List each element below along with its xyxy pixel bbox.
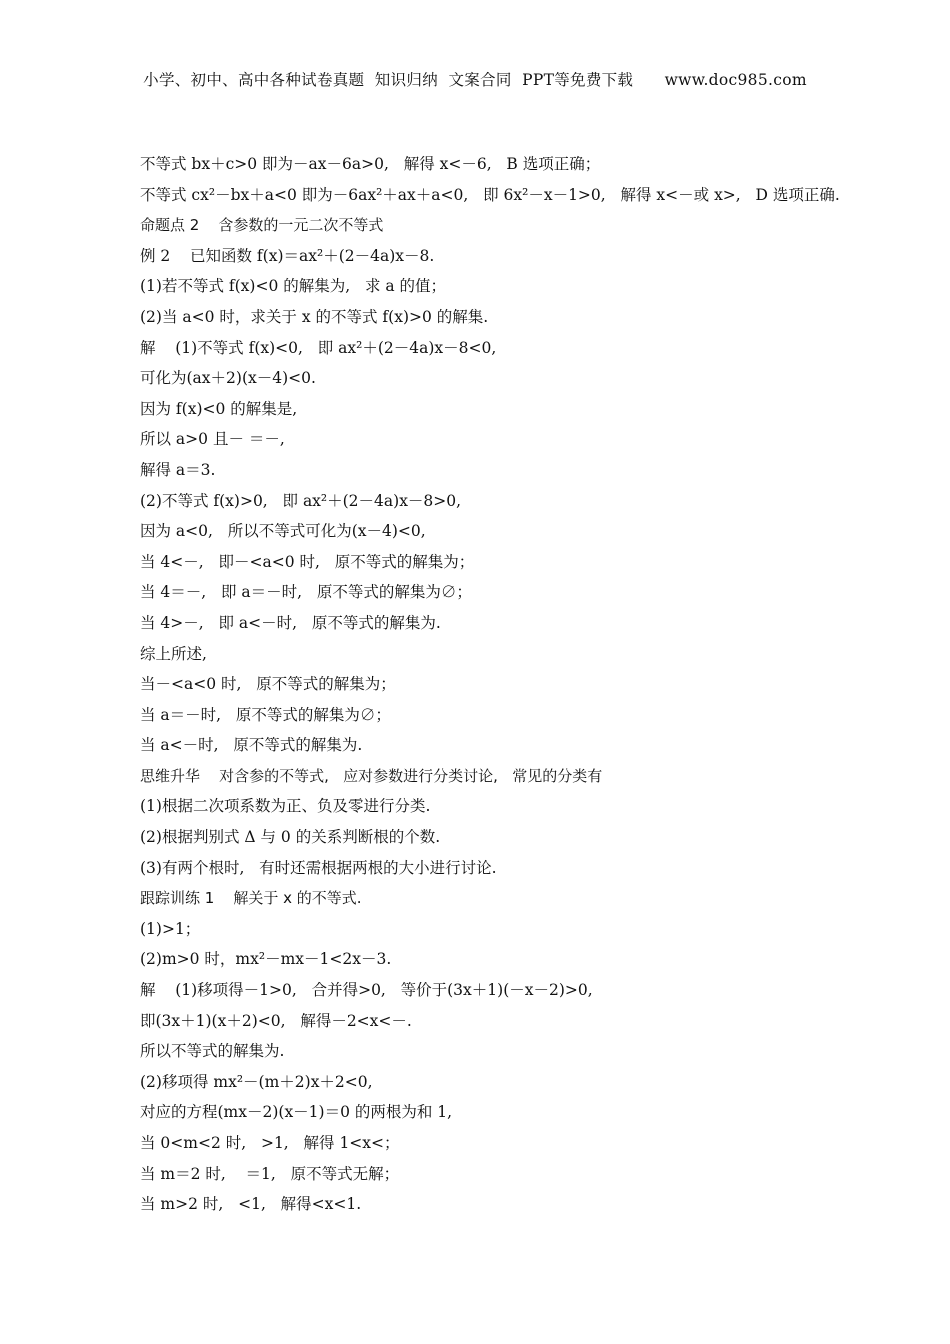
text-line: (2)根据判别式 Δ 与 0 的关系判断根的个数. — [140, 828, 441, 847]
text-line: 因为 f(x)<0 的解集是, — [140, 399, 298, 418]
text-line: (1)根据二次项系数为正、负及零进行分类. — [140, 797, 431, 816]
section-heading: 命题点 2 含参数的一元二次不等式 — [140, 216, 384, 235]
text-line: (2)m>0 时，mx²－mx－1<2x－3. — [140, 950, 392, 969]
text-line: (1)若不等式 f(x)<0 的解集为, 求 a 的值； — [140, 277, 447, 296]
text-line: 解 (1)不等式 f(x)<0, 即 ax²＋(2－4a)x－8<0, — [140, 338, 497, 357]
text-line: (3)有两个根时, 有时还需根据两根的大小进行讨论. — [140, 858, 497, 877]
exercise-heading: 跟踪训练 1 解关于 x 的不等式. — [140, 889, 362, 908]
text-line: 当 0<m<2 时, >1, 解得 1<x<； — [140, 1134, 400, 1152]
text-line: 不等式 cx²－bx＋a<0 即为－6ax²＋ax＋a<0, 即 6x²－x－1>0, 解得 x<－或 x>, D 选项正确. — [140, 185, 840, 204]
text-line: 解得 a＝3. — [140, 460, 216, 479]
text-line: 因为 a<0, 所以不等式可化为(x－4)<0, — [140, 522, 426, 541]
text-line: (1)>1； — [140, 919, 201, 938]
text-line: 解 (1)移项得－1>0, 合并得>0, 等价于(3x＋1)(－x－2)>0, — [140, 981, 593, 1000]
text-line: 所以不等式的解集为. — [140, 1042, 285, 1061]
text-line: (2)不等式 f(x)>0, 即 ax²＋(2－4a)x－8>0, — [140, 491, 462, 510]
text-line: 即(3x＋1)(x＋2)<0, 解得－2<x<－. — [140, 1011, 412, 1030]
document-body — [140, 149, 840, 1220]
example-title: 例 2 已知函数 f(x)＝ax²＋(2－4a)x－8. — [140, 246, 435, 265]
text-line: 当 a<－时, 原不等式的解集为. — [140, 736, 363, 755]
text-line: (2)移项得 mx²－(m＋2)x＋2<0, — [140, 1072, 373, 1091]
text-line: 当 a＝－时, 原不等式的解集为∅； — [140, 705, 391, 724]
summary-heading: 思维升华 对含参的不等式, 应对参数进行分类讨论, 常见的分类有 — [140, 766, 603, 785]
text-line: (2)当 a<0 时，求关于 x 的不等式 f(x)>0 的解集. — [140, 307, 489, 326]
text-line: 当－<a<0 时, 原不等式的解集为； — [140, 675, 396, 694]
text-line: 当 4>－, 即 a<－时, 原不等式的解集为. — [140, 613, 441, 632]
text-line: 综上所述, — [140, 644, 207, 663]
text-line: 不等式 bx＋c>0 即为－ax－6a>0, 解得 x<－6, B 选项正确； — [140, 155, 601, 173]
text-line: 对应的方程(mx－2)(x－1)＝0 的两根为和 1, — [140, 1103, 453, 1122]
text-line: 所以 a>0 且－ ＝－, — [140, 430, 285, 449]
text-line: 当 4<－, 即－<a<0 时, 原不等式的解集为； — [140, 552, 475, 571]
text-line: 当 4＝－, 即 a＝－时, 原不等式的解集为∅； — [140, 583, 472, 602]
text-line: 当 m＝2 时, ＝1, 原不等式无解； — [140, 1164, 400, 1183]
page-header: 小学、初中、高中各种试卷真题 知识归纳 文案合同 PPT等免费下载 www.doc985.com — [143, 71, 807, 89]
text-line: 可化为(ax＋2)(x－4)<0. — [140, 369, 316, 388]
text-line: 当 m>2 时, <1, 解得<x<1. — [140, 1195, 362, 1214]
